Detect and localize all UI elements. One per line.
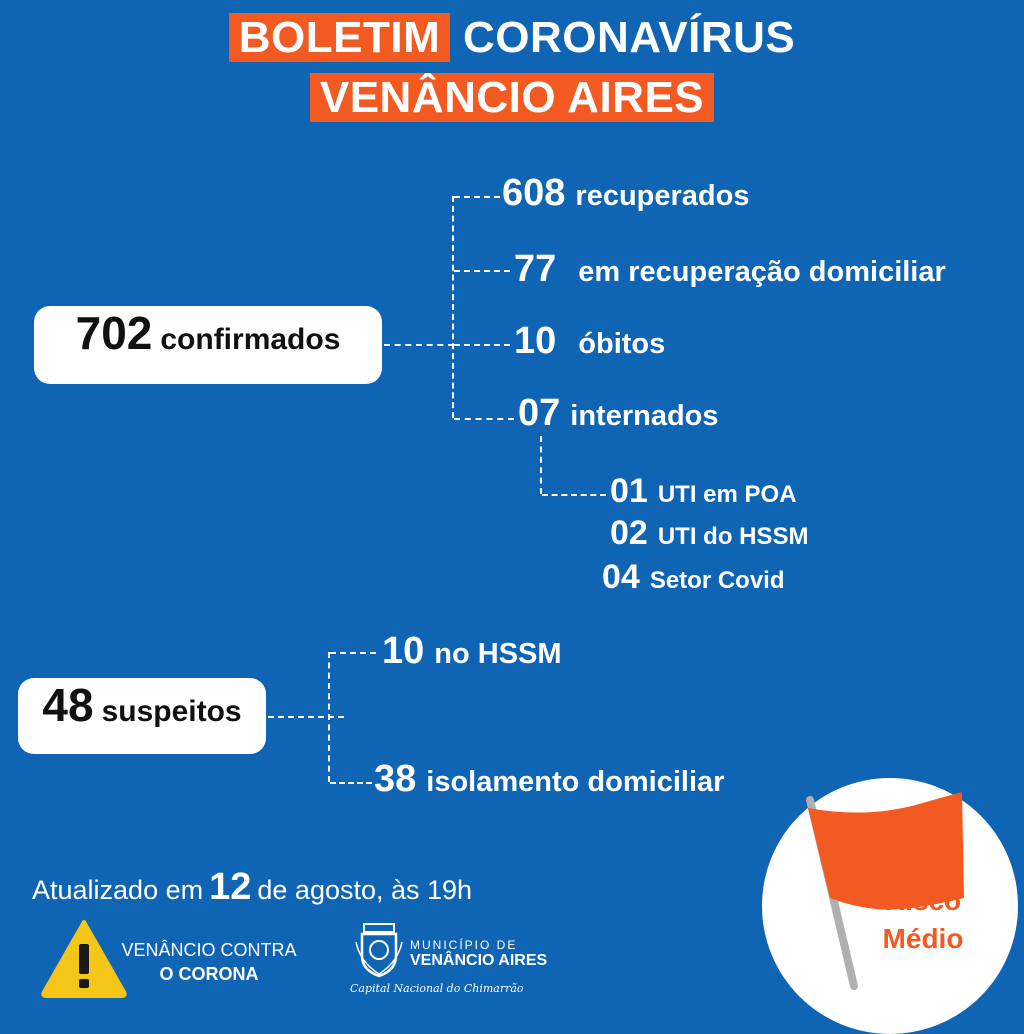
suspected-label: suspeitos [101, 695, 242, 728]
update-suffix: de agosto, às 19h [257, 875, 473, 905]
item-label: internados [570, 400, 719, 432]
list-item [514, 248, 946, 291]
connector-line [454, 418, 514, 420]
campaign-line-1: VENÂNCIO CONTRA [121, 940, 297, 960]
item-value: 07 [518, 392, 561, 434]
connector-line [540, 436, 542, 494]
list-item [382, 630, 562, 673]
title-word: CORONAVÍRUS [462, 13, 796, 62]
connector-line [328, 652, 330, 782]
connector-line [542, 494, 606, 496]
connector-line [454, 344, 510, 346]
connector-line [452, 196, 454, 418]
item-label: em recuperação domiciliar [578, 256, 946, 288]
campaign-logo-text [118, 938, 300, 986]
title-line-2 [0, 72, 1024, 124]
update-timestamp [32, 866, 472, 909]
item-value: 77 [514, 248, 557, 290]
risk-label [858, 882, 988, 958]
confirmed-label: confirmados [160, 323, 341, 356]
list-item [502, 172, 749, 215]
item-label: no HSSM [434, 638, 562, 670]
list-item [374, 758, 724, 801]
item-value: 02 [610, 514, 648, 552]
list-item [602, 558, 785, 597]
item-label: óbitos [578, 328, 666, 360]
list-item [514, 320, 665, 363]
item-label: isolamento domiciliar [426, 766, 725, 798]
item-value: 38 [374, 758, 417, 800]
connector-line [454, 196, 500, 198]
confirmed-box [34, 306, 382, 384]
warning-icon [40, 918, 128, 998]
connector-line [268, 716, 344, 718]
item-value: 01 [610, 472, 648, 510]
item-value: 608 [502, 172, 566, 214]
item-label: Setor Covid [649, 567, 785, 594]
connector-line [454, 270, 510, 272]
risk-line-1: Risco [884, 885, 962, 916]
list-item [518, 392, 719, 435]
risk-indicator [762, 778, 1018, 1034]
municipality-tagline: Capital Nacional do Chimarrão [350, 982, 524, 995]
suspected-box [18, 678, 266, 754]
update-day: 12 [209, 866, 252, 908]
item-value: 10 [382, 630, 425, 672]
connector-line [384, 344, 454, 346]
item-label: UTI do HSSM [657, 523, 809, 550]
item-label: UTI em POA [657, 481, 797, 508]
confirmed-value: 702 [75, 307, 153, 359]
connector-line [330, 782, 372, 784]
suspected-value: 48 [42, 679, 94, 731]
list-item [610, 472, 797, 511]
update-prefix: Atualizado em [32, 875, 204, 905]
risk-line-2: Médio [882, 923, 964, 954]
item-label: recuperados [575, 180, 750, 212]
connector-line [330, 652, 376, 654]
campaign-line-2: O CORONA [159, 964, 259, 984]
item-value: 04 [602, 558, 640, 596]
municipality-line-1: MUNICÍPIO DE [410, 938, 518, 952]
title-city: VENÂNCIO AIRES [310, 73, 714, 122]
municipality-logo-text [410, 938, 547, 970]
list-item [610, 514, 808, 553]
title-highlight: BOLETIM [229, 13, 450, 62]
item-value: 10 [514, 320, 557, 362]
municipality-line-2: VENÂNCIO AIRES [410, 952, 548, 969]
coat-of-arms-icon [354, 922, 404, 978]
title-line-1 [0, 12, 1024, 64]
